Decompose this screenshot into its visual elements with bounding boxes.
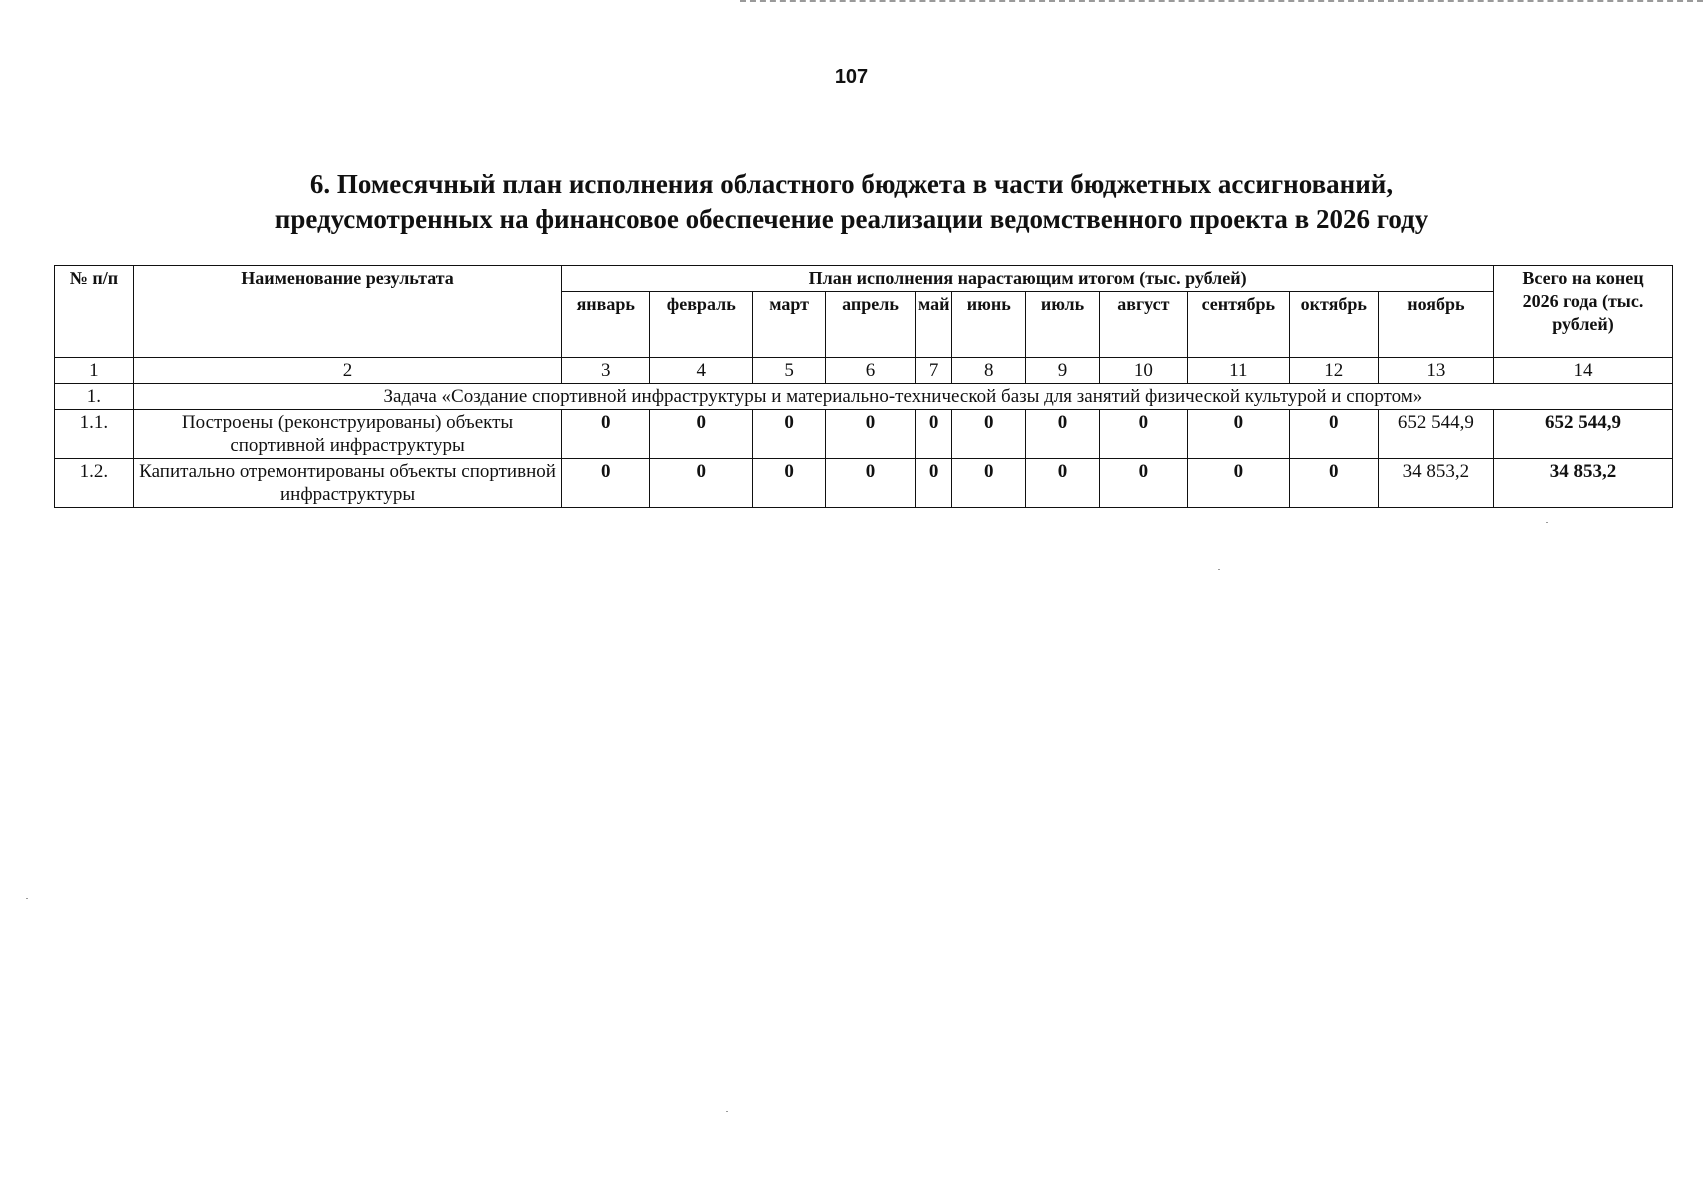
scan-speck xyxy=(26,898,28,899)
row-total: 34 853,2 xyxy=(1494,459,1673,508)
document-title-line-2: предусмотренных на финансовое обеспечение реализации ведомственного проекта в 2026 году xyxy=(274,204,1429,234)
column-number: 13 xyxy=(1378,358,1493,384)
header-month: июль xyxy=(1026,292,1100,358)
month-value: 0 xyxy=(952,410,1026,459)
month-value: 0 xyxy=(1187,410,1289,459)
month-value: 652 544,9 xyxy=(1378,410,1493,459)
month-value: 0 xyxy=(650,410,753,459)
column-number-row xyxy=(55,358,1673,384)
column-number: 12 xyxy=(1289,358,1378,384)
task-row xyxy=(55,384,1673,410)
row-total: 652 544,9 xyxy=(1494,410,1673,459)
page-number: 107 xyxy=(834,66,869,88)
month-value: 0 xyxy=(915,410,951,459)
result-name: Капитально отремонтированы объекты спортивной инфраструктуры xyxy=(133,459,561,508)
header-month: август xyxy=(1099,292,1187,358)
scan-top-edge-line xyxy=(740,0,1703,3)
scan-speck xyxy=(726,1111,728,1112)
header-month: май xyxy=(915,292,951,358)
column-number: 10 xyxy=(1099,358,1187,384)
month-value: 0 xyxy=(753,459,826,508)
month-value: 0 xyxy=(1099,459,1187,508)
budget-plan-table xyxy=(54,265,1673,508)
document-title xyxy=(0,167,1703,237)
month-value: 0 xyxy=(1026,459,1100,508)
month-value: 0 xyxy=(915,459,951,508)
header-month: январь xyxy=(562,292,650,358)
task-number: 1. xyxy=(55,384,134,410)
month-value: 0 xyxy=(1099,410,1187,459)
column-number: 11 xyxy=(1187,358,1289,384)
month-value: 0 xyxy=(1187,459,1289,508)
column-number: 9 xyxy=(1026,358,1100,384)
month-value: 0 xyxy=(826,410,916,459)
column-number: 8 xyxy=(952,358,1026,384)
result-name: Построены (реконструированы) объекты спортивной инфраструктуры xyxy=(133,410,561,459)
column-number: 7 xyxy=(915,358,951,384)
scan-speck xyxy=(1218,569,1220,570)
column-number: 14 xyxy=(1494,358,1673,384)
header-month: ноябрь xyxy=(1378,292,1493,358)
header-total: Всего на конец 2026 года (тыс. рублей) xyxy=(1494,266,1673,358)
table-row xyxy=(55,410,1673,459)
header-month: март xyxy=(753,292,826,358)
header-number: № п/п xyxy=(55,266,134,358)
header-month: октябрь xyxy=(1289,292,1378,358)
month-value: 34 853,2 xyxy=(1378,459,1493,508)
month-value: 0 xyxy=(1289,410,1378,459)
column-number: 6 xyxy=(826,358,916,384)
month-value: 0 xyxy=(650,459,753,508)
row-number: 1.1. xyxy=(55,410,134,459)
column-number: 4 xyxy=(650,358,753,384)
month-value: 0 xyxy=(952,459,1026,508)
month-value: 0 xyxy=(826,459,916,508)
header-month: июнь xyxy=(952,292,1026,358)
month-value: 0 xyxy=(1289,459,1378,508)
month-value: 0 xyxy=(562,410,650,459)
task-text: Задача «Создание спортивной инфраструктуры и материально-технической базы для занятий физической культурой и спортом» xyxy=(133,384,1672,410)
table-header-row xyxy=(55,266,1673,292)
column-number: 5 xyxy=(753,358,826,384)
month-value: 0 xyxy=(1026,410,1100,459)
table-row xyxy=(55,459,1673,508)
month-value: 0 xyxy=(562,459,650,508)
document-title-line-1: 6. Помесячный план исполнения областного бюджета в части бюджетных ассигнований, xyxy=(309,169,1394,199)
month-value: 0 xyxy=(753,410,826,459)
header-plan-group: План исполнения нарастающим итогом (тыс. рублей) xyxy=(562,266,1494,292)
column-number: 1 xyxy=(55,358,134,384)
header-month: апрель xyxy=(826,292,916,358)
scan-speck xyxy=(1546,522,1548,523)
header-result-name: Наименование результата xyxy=(133,266,561,358)
header-month: сентябрь xyxy=(1187,292,1289,358)
column-number: 2 xyxy=(133,358,561,384)
row-number: 1.2. xyxy=(55,459,134,508)
header-month: февраль xyxy=(650,292,753,358)
column-number: 3 xyxy=(562,358,650,384)
